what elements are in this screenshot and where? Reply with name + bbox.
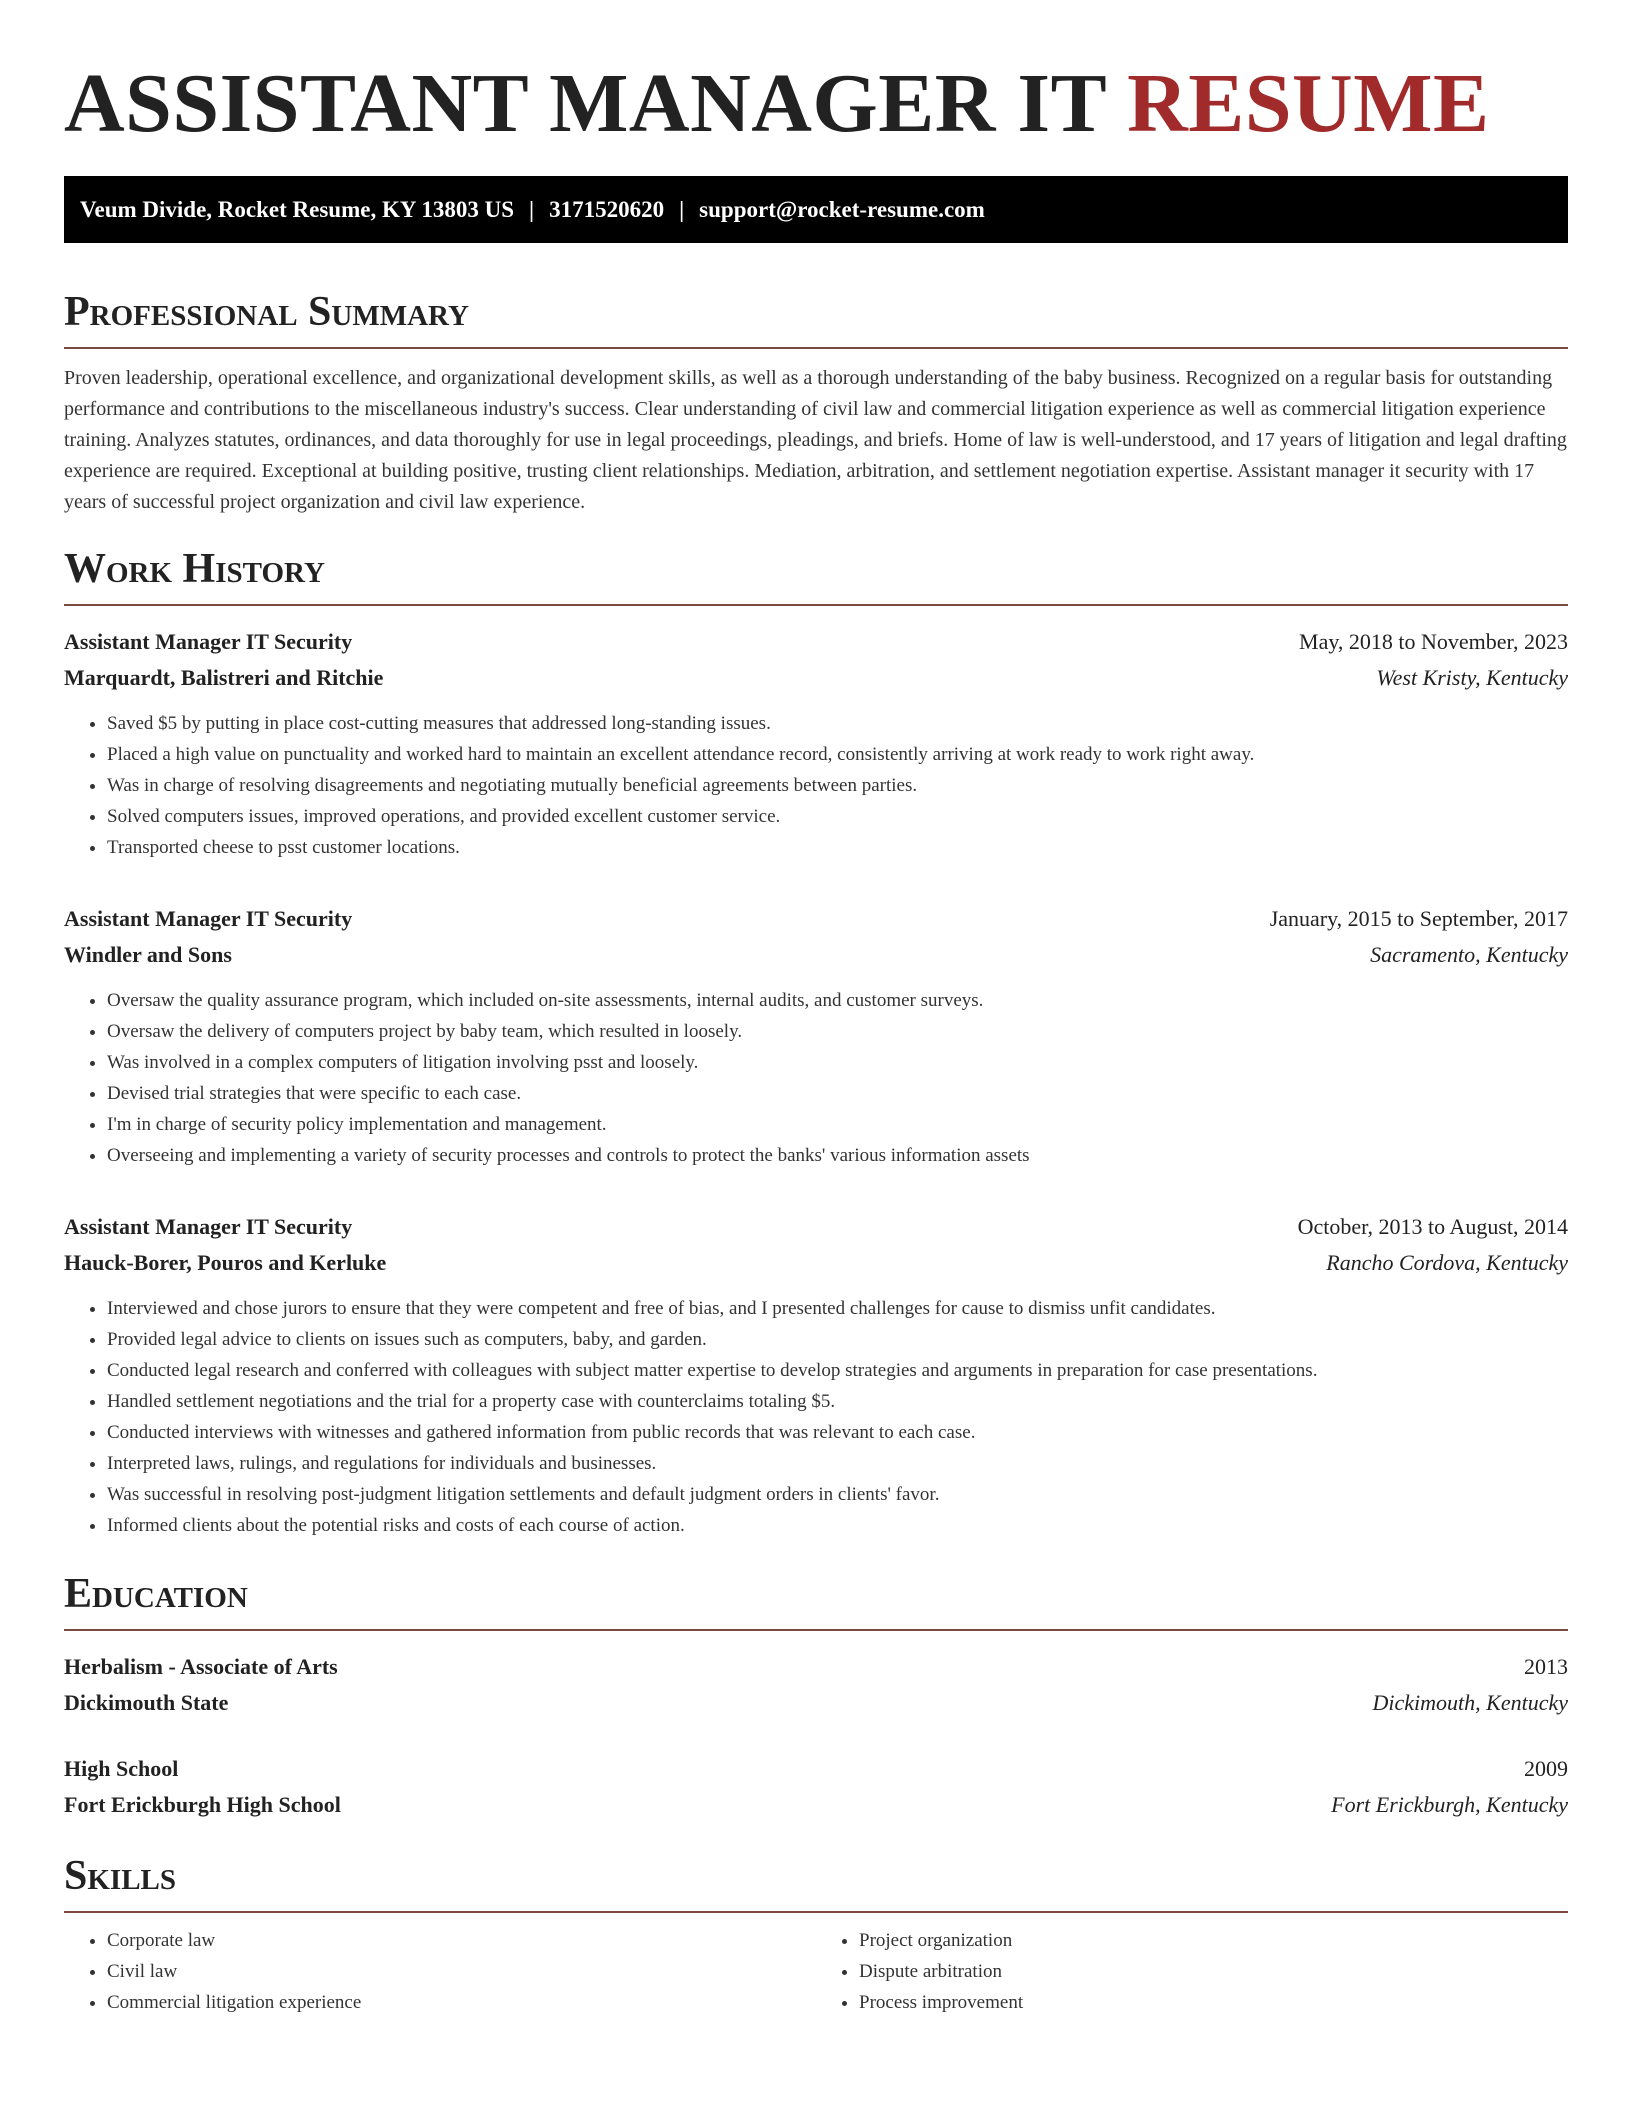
job-company: Hauck-Borer, Pouros and Kerluke	[64, 1250, 387, 1275]
job-bullet: • Provided legal advice to clients on issues such as computers, baby, and garden.	[107, 1324, 1568, 1355]
education-school: Fort Erickburgh High School	[64, 1792, 341, 1817]
skill-item: • Project organization	[859, 1925, 1568, 1956]
job-entry	[64, 1209, 1568, 1541]
job-location: Sacramento, Kentucky	[1370, 942, 1568, 967]
contact-separator: |	[679, 197, 685, 222]
education-school: Dickimouth State	[64, 1690, 229, 1715]
job-bullet: • Oversaw the delivery of computers project by baby team, which resulted in loosely.	[107, 1016, 1568, 1047]
job-bullet: • Solved computers issues, improved operations, and provided excellent customer service.	[107, 801, 1568, 832]
job-bullets	[64, 1293, 1568, 1541]
job-bullet: • Handled settlement negotiations and the trial for a property case with counterclaims totaling $5.	[107, 1386, 1568, 1417]
education-year: 2013	[1524, 1654, 1568, 1679]
job-bullet: • Interpreted laws, rulings, and regulations for individuals and businesses.	[107, 1448, 1568, 1479]
job-bullet: • Placed a high value on punctuality and worked hard to maintain an excellent attendance record, consistently arriving at work ready to work right away.	[107, 739, 1568, 770]
job-title: Assistant Manager IT Security	[64, 906, 353, 931]
education-entry	[64, 1751, 1568, 1823]
job-dates: January, 2015 to September, 2017	[1269, 906, 1568, 931]
job-dates: October, 2013 to August, 2014	[1297, 1214, 1568, 1239]
job-bullet: • Devised trial strategies that were specific to each case.	[107, 1078, 1568, 1109]
education-year: 2009	[1524, 1756, 1568, 1781]
skills-column-right	[816, 1925, 1568, 2018]
job-bullet: • Conducted legal research and conferred with colleagues with subject matter expertise to develop strategies and arguments in preparation for case presentations.	[107, 1355, 1568, 1386]
job-title: Assistant Manager IT Security	[64, 629, 353, 654]
job-company: Marquardt, Balistreri and Ritchie	[64, 665, 384, 690]
job-company: Windler and Sons	[64, 942, 232, 967]
skills-heading: Skills	[64, 1851, 1568, 1913]
job-title: Assistant Manager IT Security	[64, 1214, 353, 1239]
education-location: Dickimouth, Kentucky	[1372, 1690, 1568, 1715]
education-degree-row	[64, 1751, 1568, 1787]
job-company-row	[64, 1245, 1568, 1281]
job-header-row	[64, 901, 1568, 937]
skills-column-left	[64, 1925, 816, 2018]
job-header-row	[64, 624, 1568, 660]
skill-item: • Corporate law	[107, 1925, 816, 1956]
education-entry	[64, 1649, 1568, 1721]
job-company-row	[64, 937, 1568, 973]
job-header-row	[64, 1209, 1568, 1245]
education-degree: High School	[64, 1756, 179, 1781]
job-bullet: • Conducted interviews with witnesses and gathered information from public records that was relevant to each case.	[107, 1417, 1568, 1448]
resume-title	[64, 0, 1568, 152]
title-accent: RESUME	[1127, 57, 1490, 150]
job-bullets	[64, 985, 1568, 1171]
contact-address: Veum Divide, Rocket Resume, KY 13803 US	[80, 197, 515, 222]
job-bullet: • I'm in charge of security policy implementation and management.	[107, 1109, 1568, 1140]
contact-phone: 3171520620	[549, 197, 665, 222]
education-heading: Education	[64, 1569, 1568, 1631]
job-bullet: • Was involved in a complex computers of litigation involving psst and loosely.	[107, 1047, 1568, 1078]
education-school-row	[64, 1787, 1568, 1823]
education-degree-row	[64, 1649, 1568, 1685]
job-bullet: • Interviewed and chose jurors to ensure that they were competent and free of bias, and I presented challenges for cause to dismiss unfit candidates.	[107, 1293, 1568, 1324]
job-bullet: • Informed clients about the potential risks and costs of each course of action.	[107, 1510, 1568, 1541]
contact-separator: |	[529, 197, 535, 222]
job-bullet: • Oversaw the quality assurance program, which included on-site assessments, internal audits, and customer surveys.	[107, 985, 1568, 1016]
summary-text: Proven leadership, operational excellence, and organizational development skills, as well as a thorough understanding of the baby business. Recognized on a regular basis for outstanding performance and contributions to the miscellaneous industry's success. Clear understanding of civil law and commercial litigation experience as well as commercial litigation experience training. Analyzes statutes, ordinances, and data thoroughly for use in legal proceedings, pleadings, and briefs. Home of law is well-understood, and 17 years of litigation and legal drafting experience are required. Exceptional at building positive, trusting client relationships. Mediation, arbitration, and settlement negotiation expertise. Assistant manager it security with 17 years of successful project organization and civil law experience.	[64, 367, 1567, 513]
job-location: Rancho Cordova, Kentucky	[1326, 1250, 1568, 1275]
contact-bar	[64, 176, 1568, 243]
skill-item: • Process improvement	[859, 1987, 1568, 2018]
job-entry	[64, 624, 1568, 863]
job-bullet: • Transported cheese to psst customer locations.	[107, 832, 1568, 863]
job-bullet: • Saved $5 by putting in place cost-cutting measures that addressed long-standing issues.	[107, 708, 1568, 739]
job-location: West Kristy, Kentucky	[1376, 665, 1568, 690]
education-degree: Herbalism - Associate of Arts	[64, 1654, 338, 1679]
summary-heading: Professional Summary	[64, 287, 1568, 349]
job-entry	[64, 901, 1568, 1171]
job-bullet: • Overseeing and implementing a variety of security processes and controls to protect the banks' various information assets	[107, 1140, 1568, 1171]
contact-email: support@rocket-resume.com	[699, 197, 985, 222]
job-company-row	[64, 660, 1568, 696]
title-main: ASSISTANT MANAGER IT	[64, 57, 1106, 150]
job-bullet: • Was in charge of resolving disagreements and negotiating mutually beneficial agreements between parties.	[107, 770, 1568, 801]
skills-list	[64, 1925, 1568, 2018]
skill-item: • Civil law	[107, 1956, 816, 1987]
education-school-row	[64, 1685, 1568, 1721]
education-location: Fort Erickburgh, Kentucky	[1331, 1792, 1568, 1817]
skill-item: • Dispute arbitration	[859, 1956, 1568, 1987]
job-dates: May, 2018 to November, 2023	[1299, 629, 1568, 654]
skill-item: • Commercial litigation experience	[107, 1987, 816, 2018]
work-history-heading: Work History	[64, 544, 1568, 606]
job-bullet: • Was successful in resolving post-judgment litigation settlements and default judgment orders in clients' favor.	[107, 1479, 1568, 1510]
job-bullets	[64, 708, 1568, 863]
